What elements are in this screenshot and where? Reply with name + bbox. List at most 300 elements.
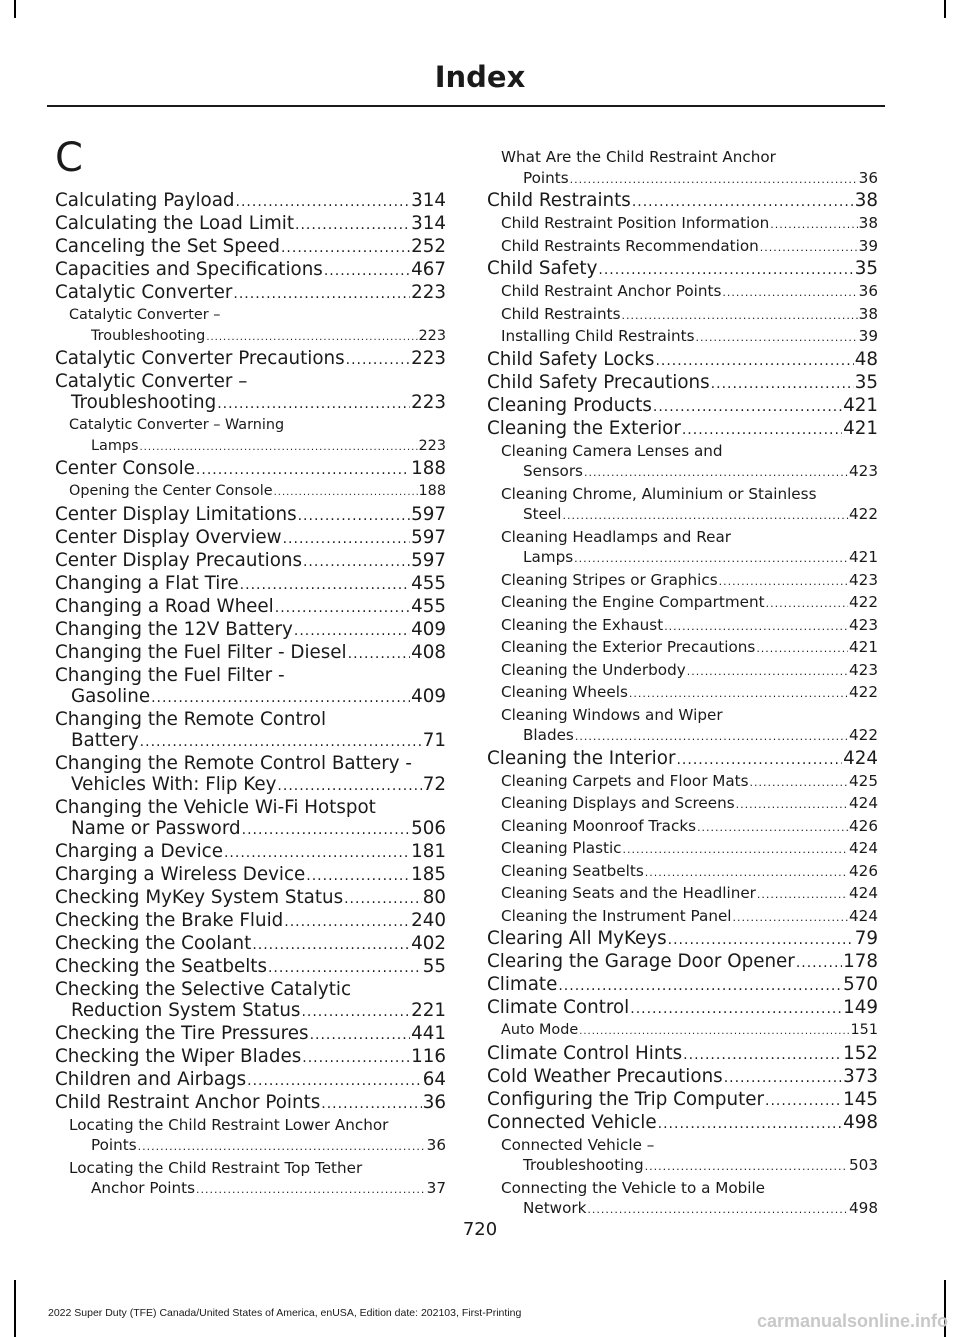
index-entry[interactable]: [55, 1069, 446, 1092]
index-entry-page: 498: [843, 1111, 878, 1133]
index-entry-label: Points: [91, 1136, 137, 1154]
index-entry-label: Changing the 12V Battery: [55, 618, 293, 640]
index-entry-label: Changing the Remote Control Battery -: [55, 752, 412, 774]
index-entry-label: Cleaning Windows and Wiper: [501, 705, 723, 724]
index-entry-label: Changing the Fuel Filter - Diesel: [55, 641, 347, 663]
index-entry[interactable]: [487, 861, 878, 884]
index-entry-page: 72: [422, 773, 446, 795]
index-entry[interactable]: [55, 371, 446, 415]
index-entry-page: 240: [411, 909, 446, 931]
index-entry-label: Canceling the Set Speed: [55, 236, 280, 257]
dot-leader: [570, 170, 858, 191]
crop-mark-top-right: [944, 0, 946, 18]
index-entry-label: Center Display Precautions: [55, 549, 302, 571]
dot-leader: [750, 773, 848, 794]
dot-leader: [301, 1002, 410, 1023]
index-entry[interactable]: [487, 682, 878, 705]
index-entry-page: 421: [849, 548, 878, 566]
index-entry-label: Locating the Child Restraint Top Tether: [69, 1158, 363, 1177]
dot-leader: [274, 483, 418, 504]
dot-leader: [558, 976, 842, 997]
index-entry-page: 223: [418, 437, 446, 454]
index-entry-label: Cleaning the Exhaust: [501, 615, 664, 634]
index-entry[interactable]: [487, 326, 878, 349]
dot-leader: [719, 572, 848, 593]
dot-leader: [587, 1200, 848, 1221]
index-entry-page: 223: [411, 282, 446, 303]
index-entry-label: Checking the Brake Fluid: [55, 909, 284, 931]
index-entry-page: 506: [411, 817, 446, 839]
index-entry-page: 373: [843, 1065, 878, 1087]
index-entry-label: Connected Vehicle –: [501, 1135, 655, 1154]
index-entry-page: 152: [843, 1042, 878, 1064]
index-entry-page: 423: [849, 462, 878, 480]
index-entry-page: 38: [858, 214, 878, 232]
index-entry-page: 314: [411, 213, 446, 234]
index-entry-label: Children and Airbags: [55, 1068, 247, 1090]
index-entry[interactable]: [55, 887, 446, 910]
dot-leader: [621, 306, 857, 327]
index-entry-page: 38: [854, 190, 878, 211]
dot-leader: [206, 328, 417, 349]
index-entry-label: Child Restraints: [501, 304, 621, 323]
dot-leader: [623, 840, 848, 861]
index-entry-label: Charging a Wireless Device: [55, 863, 306, 885]
index-entry-label: Cleaning Headlamps and Rear: [501, 527, 731, 546]
index-entry-label: Checking the Selective Catalytic: [55, 978, 352, 1000]
index-entry-page: 467: [411, 259, 446, 280]
index-entry[interactable]: [487, 395, 878, 418]
index-entry-label: Checking the Tire Pressures: [55, 1022, 309, 1044]
index-entry[interactable]: [55, 933, 446, 956]
index-entry-page: 80: [422, 886, 446, 908]
dot-leader: [240, 575, 410, 596]
index-entry[interactable]: [487, 951, 878, 974]
index-entry-label: Clearing the Garage Door Opener: [487, 951, 795, 972]
index-entry-page: 422: [849, 726, 878, 744]
footer-edition-info: 2022 Super Duty (TFE) Canada/United States of America, enUSA, Edition date: 202103, First-Printing: [48, 1307, 522, 1319]
index-entry-label: Cleaning Stripes or Graphics: [501, 570, 718, 589]
dot-leader: [766, 594, 848, 615]
index-entry-label: Child Restraint Anchor Points: [55, 1091, 321, 1113]
index-entry-label: Child Safety Precautions: [487, 371, 710, 393]
dot-leader: [736, 795, 848, 816]
index-entry[interactable]: [55, 956, 446, 979]
index-entry-page: 314: [411, 190, 446, 211]
index-entry-label: Auto Mode: [501, 1022, 579, 1038]
index-entry-page: 188: [411, 458, 446, 479]
index-entry-label: Center Display Overview: [55, 526, 282, 548]
index-entry[interactable]: [55, 979, 446, 1023]
index-entry-label: Cleaning Moonroof Tracks: [501, 816, 697, 835]
index-entry[interactable]: [487, 213, 878, 236]
dot-leader: [275, 598, 410, 619]
index-entry-page: 36: [858, 168, 878, 187]
index-column-right: [487, 147, 878, 1221]
index-entry-label: Child Restraint Position Information: [501, 214, 770, 232]
index-entry-page: 39: [858, 327, 878, 345]
index-entry[interactable]: [487, 418, 878, 441]
dot-leader: [658, 1114, 842, 1135]
dot-leader: [598, 260, 853, 281]
dot-leader: [676, 750, 842, 771]
index-entry[interactable]: [55, 1092, 446, 1115]
index-entry[interactable]: [487, 637, 878, 660]
index-entry-label: Checking the Seatbelts: [55, 955, 267, 977]
index-entry-label: Changing a Flat Tire: [55, 572, 239, 594]
index-entry-label: Child Restraint Anchor Points: [501, 282, 722, 300]
crop-mark-top-left: [14, 0, 16, 18]
index-entry[interactable]: [55, 619, 446, 642]
dot-leader: [252, 935, 410, 956]
index-entry[interactable]: [55, 190, 446, 213]
section-letter: C: [55, 135, 83, 181]
dot-leader: [217, 394, 410, 415]
index-entry[interactable]: [55, 282, 446, 305]
index-entry-label: Gasoline: [71, 685, 151, 707]
index-entry-label: Cleaning Camera Lenses and: [501, 441, 723, 460]
index-entry[interactable]: [487, 592, 878, 615]
index-entry[interactable]: [55, 504, 446, 527]
header-divider: [47, 105, 885, 107]
index-entry-label: Troubleshooting: [523, 1156, 644, 1174]
index-entry[interactable]: [487, 615, 878, 638]
dot-leader: [645, 863, 848, 884]
index-entry[interactable]: [55, 910, 446, 933]
index-column-left: [55, 190, 446, 1201]
index-entry[interactable]: [487, 883, 878, 906]
dot-leader: [236, 192, 411, 213]
dot-leader: [796, 953, 842, 974]
index-entry-label: Charging a Device: [55, 840, 223, 862]
dot-leader: [697, 818, 848, 839]
index-entry-page: 37: [426, 1179, 446, 1197]
index-entry[interactable]: [55, 797, 446, 841]
index-entry[interactable]: [487, 1020, 878, 1043]
dot-leader: [268, 958, 422, 979]
index-entry-page: 421: [849, 638, 878, 656]
index-entry-label: Clearing All MyKeys: [487, 928, 667, 949]
index-entry-page: 426: [849, 861, 878, 880]
index-entry-page: 64: [422, 1068, 446, 1090]
index-entry[interactable]: [487, 236, 878, 259]
crop-mark-bottom-left: [14, 1280, 16, 1337]
index-entry-label: Blades: [523, 726, 574, 744]
index-entry[interactable]: [487, 748, 878, 771]
index-entry[interactable]: [487, 281, 878, 304]
index-entry[interactable]: [487, 705, 878, 748]
index-entry-page: 423: [849, 660, 878, 679]
index-entry-page: 185: [411, 863, 446, 885]
index-entry-label: Climate: [487, 974, 558, 995]
index-entry-label: What Are the Child Restraint Anchor: [501, 148, 776, 166]
dot-leader: [140, 732, 422, 753]
index-entry[interactable]: [55, 550, 446, 573]
dot-leader: [346, 350, 410, 371]
index-entry-page: 35: [854, 371, 878, 393]
index-entry-page: 441: [411, 1022, 446, 1044]
index-entry-page: 421: [843, 417, 878, 439]
index-entry[interactable]: [487, 147, 878, 190]
index-entry-page: 151: [850, 1022, 878, 1038]
index-entry-page: 402: [411, 932, 446, 954]
index-entry-page: 221: [411, 999, 446, 1021]
index-entry-label: Child Safety Locks: [487, 348, 655, 370]
dot-leader: [687, 662, 848, 683]
index-entry-label: Installing Child Restraints: [501, 327, 695, 345]
dot-leader: [196, 1180, 426, 1201]
dot-leader: [324, 261, 410, 282]
index-entry-page: 423: [849, 570, 878, 589]
index-entry[interactable]: [55, 1115, 446, 1158]
index-entry-label: Cleaning Chrome, Aluminium or Stainless: [501, 484, 817, 503]
index-entry-page: 116: [411, 1045, 446, 1067]
index-entry-page: 145: [843, 1088, 878, 1110]
index-entry-label: Connected Vehicle: [487, 1111, 657, 1133]
index-entry-label: Child Restraints Recommendation: [501, 236, 759, 255]
dot-leader: [757, 885, 848, 906]
index-entry-label: Climate Control Hints: [487, 1042, 683, 1064]
index-entry-label: Lamps: [91, 437, 139, 454]
index-entry-label: Cleaning the Underbody: [501, 660, 686, 679]
index-entry[interactable]: [55, 1158, 446, 1201]
index-entry[interactable]: [487, 816, 878, 839]
index-entry-label: Climate Control: [487, 997, 630, 1018]
dot-leader: [760, 238, 858, 259]
index-entry[interactable]: [487, 793, 878, 816]
index-entry-label: Cleaning Seats and the Headliner: [501, 884, 756, 902]
index-entry-label: Cleaning the Instrument Panel: [501, 906, 732, 925]
index-entry[interactable]: [487, 771, 878, 794]
index-entry-page: 181: [411, 840, 446, 862]
index-entry-page: 36: [858, 282, 878, 300]
dot-leader: [645, 1157, 848, 1178]
index-entry[interactable]: [55, 596, 446, 619]
index-entry[interactable]: [55, 259, 446, 282]
index-entry[interactable]: [487, 441, 878, 484]
dot-leader: [306, 866, 410, 887]
index-entry-page: 38: [858, 304, 878, 323]
index-entry-page: 498: [849, 1199, 878, 1217]
dot-leader: [295, 215, 410, 236]
index-entry-label: Catalytic Converter: [55, 282, 233, 303]
index-entry-page: 455: [411, 572, 446, 594]
index-entry-page: 597: [411, 503, 446, 525]
index-entry-label: Anchor Points: [91, 1179, 195, 1197]
index-entry-page: 71: [422, 729, 446, 751]
index-entry-label: Cleaning Seatbelts: [501, 861, 644, 880]
index-entry-label: Catalytic Converter –: [69, 307, 221, 323]
index-entry-label: Catalytic Converter Precautions: [55, 348, 345, 369]
index-entry-page: 223: [411, 392, 446, 413]
index-entry-label: Reduction System Status: [71, 999, 301, 1021]
index-entry-page: 35: [854, 258, 878, 279]
index-entry-label: Capacities and Specifications: [55, 259, 323, 280]
index-entry-label: Name or Password: [71, 817, 241, 839]
index-entry-label: Center Display Limitations: [55, 503, 297, 525]
index-entry-page: 423: [849, 615, 878, 634]
dot-leader: [724, 1068, 842, 1089]
index-entry[interactable]: [487, 304, 878, 327]
index-entry[interactable]: [55, 753, 446, 797]
index-entry[interactable]: [487, 1112, 878, 1135]
index-entry-page: 422: [849, 593, 878, 611]
dot-leader: [284, 912, 410, 933]
watermark: carmanualsonline.info: [756, 1311, 948, 1331]
index-entry-page: 424: [849, 839, 878, 857]
index-entry-label: Cleaning Plastic: [501, 839, 622, 857]
index-entry-page: 422: [849, 683, 878, 701]
index-entry-label: Catalytic Converter –: [55, 371, 248, 392]
dot-leader: [344, 889, 422, 910]
dot-leader: [664, 617, 848, 638]
index-entry[interactable]: [487, 372, 878, 395]
index-entry[interactable]: [55, 841, 446, 864]
index-entry[interactable]: [55, 527, 446, 550]
index-entry-page: 424: [849, 906, 878, 925]
index-entry-page: 223: [418, 327, 446, 344]
index-entry[interactable]: [55, 642, 446, 665]
index-entry[interactable]: [487, 349, 878, 372]
index-entry[interactable]: [55, 573, 446, 596]
index-entry[interactable]: [487, 1089, 878, 1112]
index-entry-page: 178: [843, 951, 878, 972]
dot-leader: [298, 506, 410, 527]
index-entry-label: Battery: [71, 729, 139, 751]
index-entry[interactable]: [55, 864, 446, 887]
index-entry-label: Cleaning the Interior: [487, 747, 676, 769]
index-entry[interactable]: [487, 1066, 878, 1089]
index-entry-label: Cleaning the Exterior: [487, 417, 681, 439]
index-entry[interactable]: [487, 1178, 878, 1221]
index-entry[interactable]: [487, 974, 878, 997]
dot-leader: [283, 529, 410, 550]
index-entry[interactable]: [55, 458, 446, 481]
index-entry[interactable]: [55, 213, 446, 236]
dot-leader: [247, 1071, 422, 1092]
index-entry[interactable]: [55, 481, 446, 504]
index-entry-label: Checking the Wiper Blades: [55, 1045, 302, 1067]
index-entry[interactable]: [487, 660, 878, 683]
index-entry-label: Calculating the Load Limit: [55, 213, 295, 234]
index-entry[interactable]: [487, 190, 878, 213]
index-entry-label: Catalytic Converter – Warning: [69, 417, 285, 433]
index-entry-page: 425: [849, 771, 878, 790]
dot-leader: [579, 1022, 849, 1043]
index-entry-page: 223: [411, 348, 446, 369]
index-entry-page: 408: [411, 641, 446, 663]
index-entry[interactable]: [487, 258, 878, 281]
index-entry-label: Locating the Child Restraint Lower Anchor: [69, 1115, 389, 1134]
index-entry-label: Network: [523, 1199, 587, 1217]
index-entry-page: 409: [411, 618, 446, 640]
dot-leader: [756, 639, 848, 660]
index-entry[interactable]: [55, 1046, 446, 1069]
dot-leader: [733, 908, 848, 929]
dot-leader: [140, 438, 418, 459]
index-entry-page: 39: [858, 236, 878, 255]
index-entry-label: Cold Weather Precautions: [487, 1065, 723, 1087]
index-entry-page: 424: [849, 794, 878, 812]
index-entry[interactable]: [487, 838, 878, 861]
index-entry-page: 422: [849, 505, 878, 523]
index-entry-label: Steel: [523, 505, 562, 523]
page-title: Index: [434, 60, 526, 94]
index-entry-label: Changing a Road Wheel: [55, 595, 274, 617]
index-entry[interactable]: [487, 484, 878, 527]
index-entry-label: Child Safety: [487, 258, 598, 279]
page-number: 720: [462, 1219, 498, 1240]
index-entry-label: Troubleshooting: [91, 327, 206, 344]
dot-leader: [277, 776, 421, 797]
index-entry-page: 409: [411, 685, 446, 707]
index-entry-label: Calculating Payload: [55, 190, 235, 211]
dot-leader: [233, 284, 410, 305]
index-entry-page: 48: [854, 348, 878, 370]
dot-leader: [711, 374, 854, 395]
dot-leader: [683, 1045, 842, 1066]
dot-leader: [770, 215, 857, 236]
index-entry-label: Configuring the Trip Computer: [487, 1088, 765, 1110]
index-entry-page: 570: [843, 974, 878, 995]
index-entry-page: 36: [422, 1091, 446, 1113]
index-entry-label: Checking MyKey System Status: [55, 886, 344, 908]
index-entry[interactable]: [55, 1023, 446, 1046]
index-entry-label: Center Console: [55, 458, 195, 479]
index-entry[interactable]: [55, 348, 446, 371]
index-entry-page: 36: [426, 1136, 446, 1154]
dot-leader: [653, 397, 842, 418]
dot-leader: [563, 506, 848, 527]
index-entry[interactable]: [487, 1043, 878, 1066]
index-entry[interactable]: [55, 236, 446, 259]
index-entry-label: Cleaning the Engine Compartment: [501, 593, 765, 611]
dot-leader: [574, 549, 848, 570]
index-entry-label: Cleaning Displays and Screens: [501, 794, 735, 812]
dot-leader: [696, 328, 858, 349]
index-entry-label: Cleaning the Exterior Precautions: [501, 638, 756, 656]
dot-leader: [321, 1094, 421, 1115]
dot-leader: [224, 843, 410, 864]
dot-leader: [575, 727, 848, 748]
dot-leader: [722, 283, 857, 304]
index-entry[interactable]: [55, 415, 446, 458]
index-entry[interactable]: [487, 928, 878, 951]
index-entry-page: 424: [849, 884, 878, 902]
dot-leader: [348, 644, 410, 665]
index-entry-page: 188: [418, 483, 446, 499]
index-entry-label: Sensors: [523, 462, 583, 480]
index-entry[interactable]: [55, 709, 446, 753]
index-entry-page: 252: [411, 236, 446, 257]
index-entry[interactable]: [487, 906, 878, 929]
index-entry[interactable]: [487, 997, 878, 1020]
index-entry[interactable]: [487, 527, 878, 570]
index-entry-page: 426: [849, 816, 878, 835]
index-entry-page: 149: [843, 997, 878, 1018]
index-entry-page: 55: [422, 955, 446, 977]
dot-leader: [281, 238, 410, 259]
index-entry-page: 503: [849, 1156, 878, 1174]
dot-leader: [303, 552, 410, 573]
index-entry[interactable]: [55, 305, 446, 348]
index-entry[interactable]: [487, 1135, 878, 1178]
dot-leader: [655, 351, 853, 372]
index-entry[interactable]: [55, 665, 446, 709]
index-entry[interactable]: [487, 570, 878, 593]
dot-leader: [765, 1091, 842, 1112]
index-entry-label: Changing the Vehicle Wi-Fi Hotspot: [55, 796, 376, 818]
